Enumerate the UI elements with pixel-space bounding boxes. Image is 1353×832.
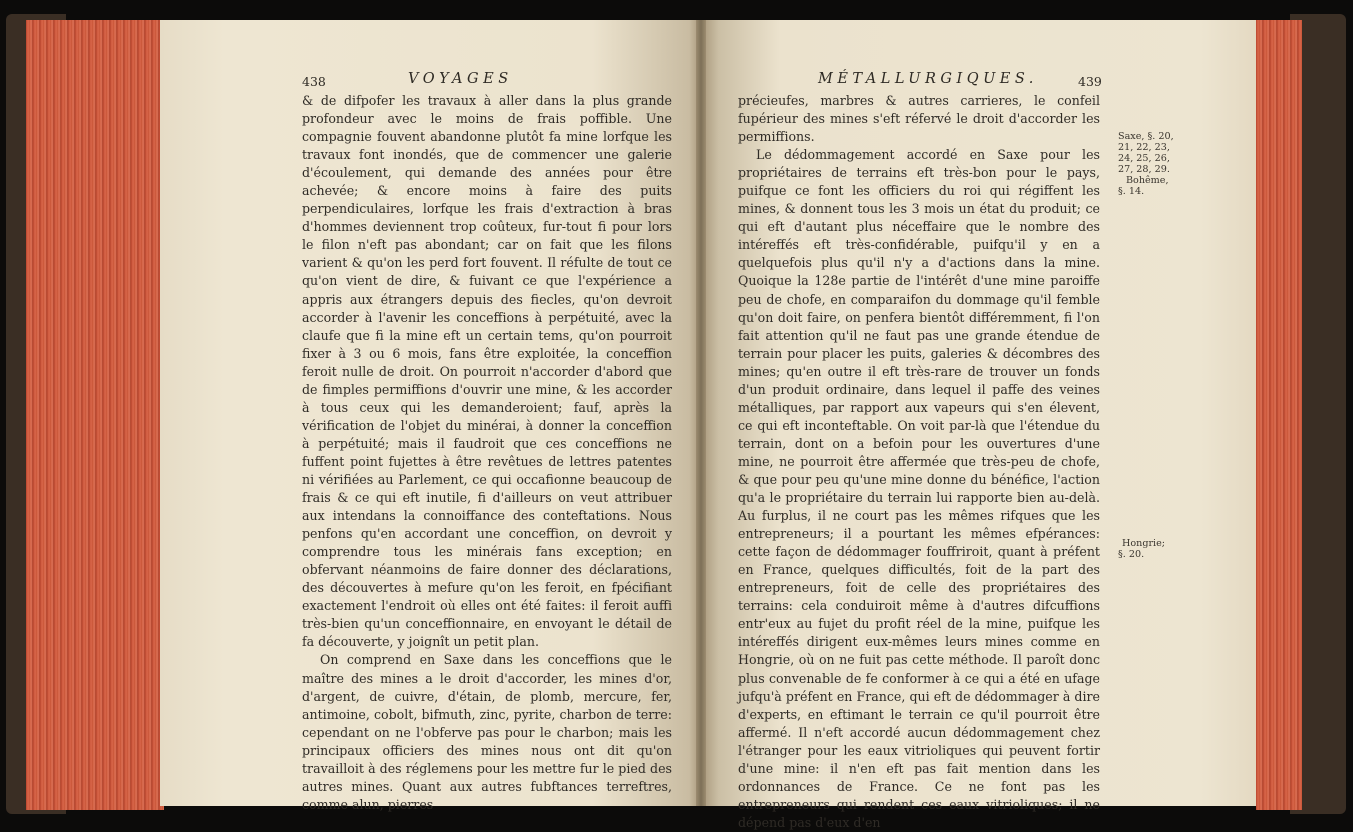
margin-note-line: Bohême, bbox=[1126, 175, 1169, 186]
right-page-number: 439 bbox=[1078, 74, 1102, 89]
book-gutter bbox=[696, 20, 706, 806]
margin-note-line: 24, 25, 26, bbox=[1118, 153, 1170, 164]
margin-note-line: Hongrie; bbox=[1122, 538, 1166, 549]
paragraph: On comprend en Saxe dans les conceffions que le maître des mines a le droit d'accorder, les mines d'or, d'argent, de cuivre, d'étain, de plomb, mercure, fer, antimoine, cobolt, bifmuth, zinc, pyrite, charbon de terre: cependant on ne l'obferve pas pour le charbon; mais les principaux officiers des mines nous ont dit qu'on travailloit à des réglemens pour les mettre fur le pied des autres mines. Quant aux autres fubftances terreftres, comme alun, pierres bbox=[302, 652, 672, 812]
margin-note-saxe bbox=[1118, 131, 1176, 197]
paragraph: & de difpofer les travaux à aller dans la plus grande profondeur avec le moins de frais poffible. Une compagnie fouvent abandonne plutôt fa mine lorfque les travaux font inondés, que de commencer une galerie d'écoulement, qui demande des années pour être achevée; & encore moins à faire des puits perpendiculaires, lorfque les frais d'extraction à bras d'hommes deviennent trop coûteux, fur-tout fi pour lors le filon n'eft pas abondant; car on fait que les filons varient & qu'on les perd fort fouvent. Il réfulte de tout ce qu'on vient de dire, & fuivant ce que l'expérience a appris aux étrangers depuis des fiecles, qu'on devroit accorder à l'avenir les conceffions à perpétuité, avec la claufe que fi la mine eft un certain tems, qu'on pourroit fixer à 3 ou 6 mois, fans être exploitée, la conceffion feroit nulle de droit. On pourroit n'accorder d'abord que de fimples permiffions d'ouvrir une mine, & les accorder à tous ceux qui les demanderoient; fauf, après la vérification de l'objet du minérai, à donner la conceffion à perpétuité; mais il faudroit que ces conceffions ne fuffent point fujettes à être revêtues de lettres patentes ni vérifiées au Parlement, ce qui occafionne beaucoup de frais & ce qui eft inutile, fi d'ailleurs on veut attribuer aux intendans la connoiffance des conteftations. Nous penfons qu'en accordant une conceffion, on devroit y comprendre tous les minérais fans exception; en obfervant néanmoins de faire donner des déclarations, des découvertes à mefure qu'on les feroit, en fpécifiant exactement l'endroit où elles ont été faites: il feroit auffi très-bien qu'un conceffionnaire, en envoyant le détail de fa découverte, y joignît un petit plan. bbox=[302, 93, 672, 650]
paragraph: Le dédommagement accordé en Saxe pour les propriétaires de terrains eft très-bon pour le pays, puifque ce font les officiers du roi qui régiffent les mines, & donnent tous les 3 mois un état du produit; ce qui eft d'autant plus néceffaire que le nombre des intéreffés eft très-confidérable, puifqu'il y en a quelquefois plus qu'il n'y a d'actions dans la mine. Quoique la 128e partie de l'intérêt d'une mine paroiffe peu de chofe, en comparaifon du dommage qu'il femble qu'on doit faire, on penfera bientôt différemment, fi l'on fait attention qu'il ne faut pas une grande étendue de terrain pour placer les puits, galeries & décombres des mines; qu'en outre il eft très-rare de trouver un fonds d'un produit ordinaire, dans lequel il paffe des veines métalliques, par rapport aux vapeurs qui s'en élevent, ce qui eft inconteftable. On voit par-là que l'étendue du terrain, dont on a befoin pour les ouvertures d'une mine, ne pourroit être affermée que très-peu de chofe, & que pour peu qu'une mine donne du bénéfice, l'action qu'a le propriétaire du terrain lui rapporte bien au-delà. Au furplus, il ne court pas les mêmes rifques que les entrepreneurs; il a pourtant les mêmes efpérances: cette façon de dédommager fouffriroit, quant à préfent en France, quelques difficultés, foit de la part des entrepreneurs, foit de celle des propriétaires des terrains: cela conduiroit même à d'autres difcuffions entr'eux au fujet du profit réel de la mine, puifque les intéreffés dirigent eux-mêmes leurs mines comme en Hongrie, où on ne fuit pas cette méthode. Il paroît donc plus convenable de fe conformer à ce qui a été en ufage jufqu'à préfent en France, qui eft de dédommager à dire d'experts, en eftimant le terrain ce qu'il pourroit être affermé. Il n'eft accordé aucun dédommagement chez l'étranger pour les eaux vitrioliques qui peuvent fortir d'une mine: il n'en eft pas fait mention dans les ordonnances de France. Ce ne font pas les entrepreneurs qui rendent ces eaux vitrioliques; il ne dépend pas d'eux d'en bbox=[738, 147, 1100, 830]
margin-note-line: §. 14. bbox=[1118, 186, 1145, 197]
margin-note-line: Saxe, §. 20, bbox=[1118, 131, 1174, 142]
margin-note-line: 27, 28, 29. bbox=[1118, 164, 1170, 175]
right-page-text bbox=[738, 92, 1100, 832]
margin-note-line: §. 20. bbox=[1118, 549, 1145, 560]
paragraph: précieufes, marbres & autres carrieres, le confeil fupérieur des mines s'eft réfervé le droit d'accorder les permiffions. bbox=[738, 93, 1100, 145]
left-page-text bbox=[302, 92, 672, 814]
margin-note-line: 21, 22, 23, bbox=[1118, 142, 1170, 153]
left-page-number: 438 bbox=[302, 74, 326, 89]
left-page-edges bbox=[26, 20, 164, 810]
right-page-edges bbox=[1256, 20, 1302, 810]
left-running-head: VOYAGES bbox=[408, 71, 513, 87]
margin-note-hongrie bbox=[1118, 538, 1176, 560]
right-running-head: MÉTALLURGIQUES. bbox=[818, 71, 1038, 87]
